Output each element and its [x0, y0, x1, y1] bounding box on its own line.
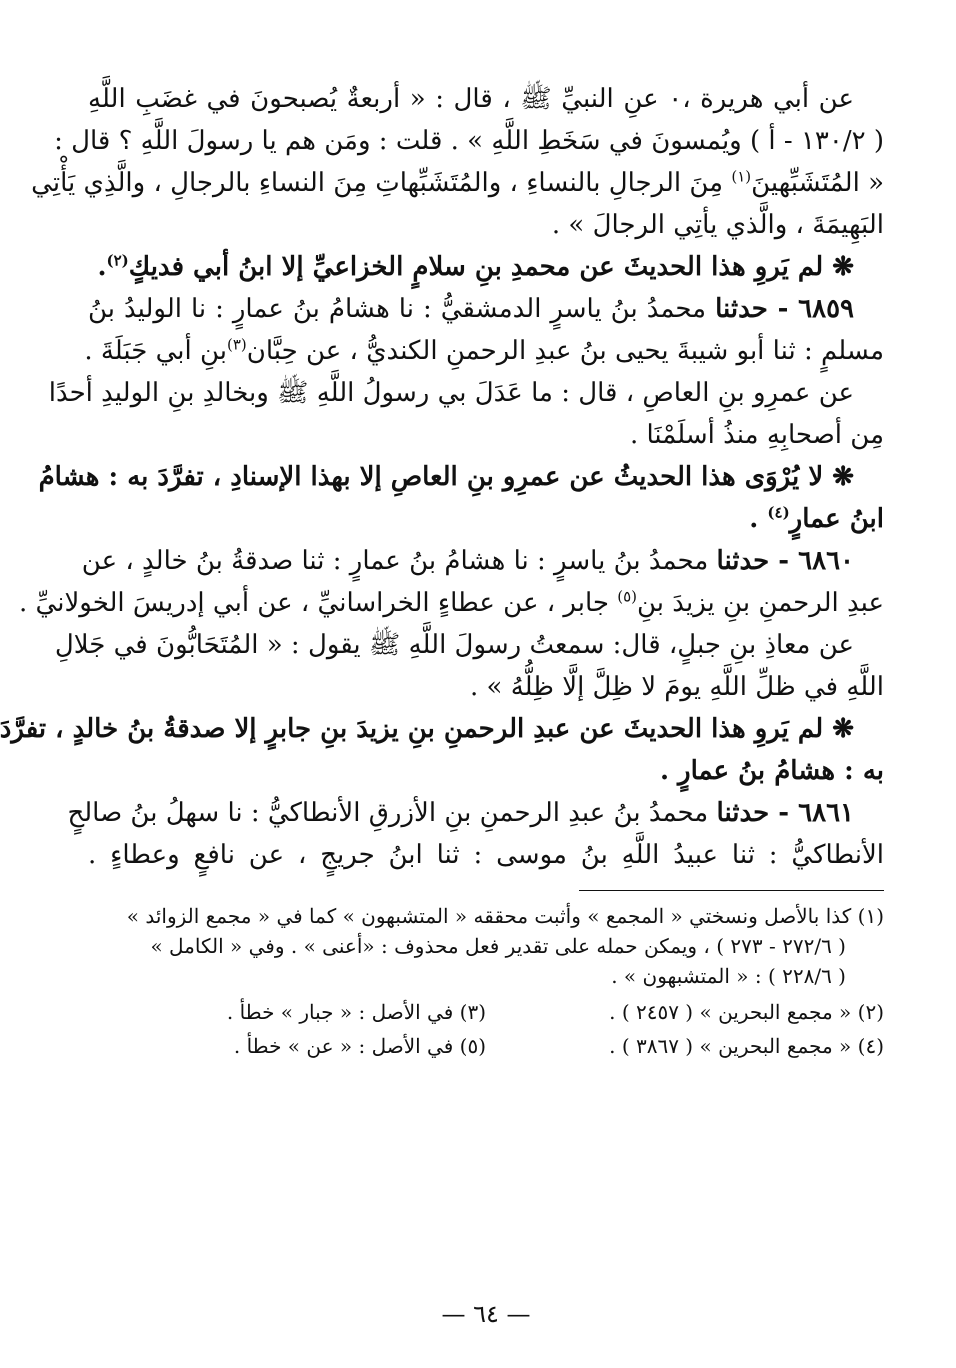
text-line: الأنطاكيُّ : ثنا عبيدُ اللَّهِ بنُ موسى : ثنا ابنُ جريجٍ ، عن نافعٍ وعطاءٍ .: [88, 840, 884, 870]
text-line: عن أبي هريرة ،٠ عنِ النبيِّ ﷺ ، قال : « أربعةٌ يُصبحونَ في غضَبِ اللَّهِ: [88, 84, 854, 114]
text-line: به : هشامُ بنُ عمارٍ .: [659, 756, 884, 786]
hadith-opening: - حدثنا: [716, 546, 799, 576]
scholar-note: [88, 246, 884, 288]
footnote-grid: [88, 995, 884, 1063]
footnote-marker: (٢): [106, 251, 129, 270]
scholar-note: ❋ لم يَروِ هذا الحديثَ عن عبدِ الرحمنِ بنِ يزيدَ بنِ جابرٍ إلا صدقةُ بنُ خالدٍ ، تفرَّدَ: [0, 714, 854, 744]
footnote-column-left: [88, 995, 486, 1063]
text-line: عن عمرِو بنِ العاصِ ، قال : ما عَدَلَ بي رسولُ اللَّهِ ﷺ وبخالدِ بنِ الوليدِ أحدًا: [48, 378, 854, 408]
text-segment: مِنَ الرجالِ بالنساءِ ، والمُتَشَبِّهاتِ مِنَ النساءِ بالرجالِ ، والَّذِي يَأْتِي: [31, 168, 732, 198]
hadith-heading: [81, 540, 884, 582]
text-segment: جابر ، عن عطاءٍ الخراسانيِّ ، عن أبي إدريسَ الخولانيِّ .: [19, 588, 618, 618]
hadith-opening: - حدثنا: [715, 294, 799, 324]
text-line: مِن أصحابِهِ منذُ أسلَمْنَا .: [629, 420, 884, 450]
footnote-marker: (٣): [227, 335, 247, 354]
text-segment: ❋ لم يَروِ هذا الحديثَ عن محمدِ بنِ سلامٍ الخزاعيِّ إلا ابنُ أبي فديكٍ: [128, 252, 854, 282]
text-segment: .: [749, 504, 768, 534]
text-line: اللَّهِ في ظلِّ اللَّهِ يومَ لا ظِلَّ إلَّا ظِلُّهُ » .: [470, 672, 884, 702]
text-segment: محمدُ بنُ ياسرٍ : نا هشامُ بنُ عمارٍ : ثنا صدقةُ بنُ خالدٍ ، عن: [81, 546, 717, 576]
footnote-5: (٥) في الأصل : « عن » خطأ .: [233, 1034, 486, 1058]
text-segment: « المُتَشَبِّهينَ: [751, 168, 884, 198]
page-number: — ٦٤ —: [441, 1300, 531, 1328]
footnote-4: (٤) « مجمع البحرين » ( ٣٨٦٧ ) .: [609, 1034, 884, 1058]
footnote-1-continued: ( ٢٧٢/٦ - ٢٧٣ ) ، ويمكن حمله على تقدير فعل محذوف : «أعنى » . وفي « الكامل »: [150, 934, 846, 958]
footnote-1: (١) كذا بالأصل ونسختي « المجمع » وأثبت محققه « المتشبهون » كما في « مجمع الزوائد »: [126, 904, 884, 928]
footnote-divider: [579, 890, 884, 891]
footnote-marker: (٤): [767, 503, 790, 522]
hadith-heading: [67, 792, 884, 834]
hadith-number: ٦٨٦١: [798, 798, 854, 828]
footnote-2: (٢) « مجمع البحرين » ( ٢٤٥٧ ) .: [609, 1000, 884, 1024]
footnote-marker: (١): [731, 167, 752, 186]
text-segment: ابنُ عمارٍ: [789, 504, 884, 534]
text-line: [19, 582, 884, 624]
text-line: عن معاذِ بنِ جبلٍ، قال: سمعتُ رسولَ اللَّهِ ﷺ يقول : « المُتَحَابُّونَ في جَلالِ: [54, 630, 854, 660]
footnote-marker: (٥): [617, 587, 638, 606]
text-segment: .: [97, 252, 107, 282]
footnote-column-right: [486, 995, 884, 1063]
hadith-number: ٦٨٦٠: [798, 546, 854, 576]
footnote-3: (٣) في الأصل : « جبار » خطأ .: [226, 1000, 486, 1024]
text-line: [88, 498, 884, 540]
text-segment: محمدُ بنُ ياسرٍ الدمشقيُّ : نا هشامُ بنُ عمارٍ : نا الوليدُ بنُ: [88, 294, 716, 324]
main-text: [0, 78, 884, 876]
hadith-opening: - حدثنا: [716, 798, 799, 828]
text-segment: بنِ أبي جَبَلَةَ .: [84, 336, 227, 366]
hadith-number: ٦٨٥٩: [798, 294, 854, 324]
footnotes: [88, 901, 884, 1063]
text-line: البَهِيمَةَ ، والَّذي يأتِي الرجالَ » .: [551, 210, 884, 240]
hadith-heading: [88, 288, 884, 330]
text-line: ( ١٣٠/٢ - أ ) ويُمسونَ في سَخَطِ اللَّهِ » . قلت : ومَن هم يا رسولَ اللَّهِ ؟ قال :: [54, 126, 884, 156]
scholar-note: ❋ لا يُرْوَى هذا الحديثُ عن عمرِو بنِ العاصِ إلا بهذا الإسنادِ ، تفرَّدَ به : هشامُ: [38, 462, 854, 492]
text-line: [84, 330, 884, 372]
text-segment: مسلمٍ : ثنا أبو شيبةَ يحيى بنُ عبدِ الرحمنِ الكنديُّ ، عن حِبَّان: [246, 336, 884, 366]
text-segment: محمدُ بنُ عبدِ الرحمنِ بنِ الأزرقِ الأنطاكيُّ : نا سهلُ بنُ صالحٍ: [67, 798, 717, 828]
footnote-1-continued: ( ٢٢٨/٦ ) : « المتشبهون » .: [611, 964, 846, 988]
text-line: [31, 162, 884, 204]
text-segment: عبدِ الرحمنِ بنِ يزيدَ بنِ: [637, 588, 884, 618]
